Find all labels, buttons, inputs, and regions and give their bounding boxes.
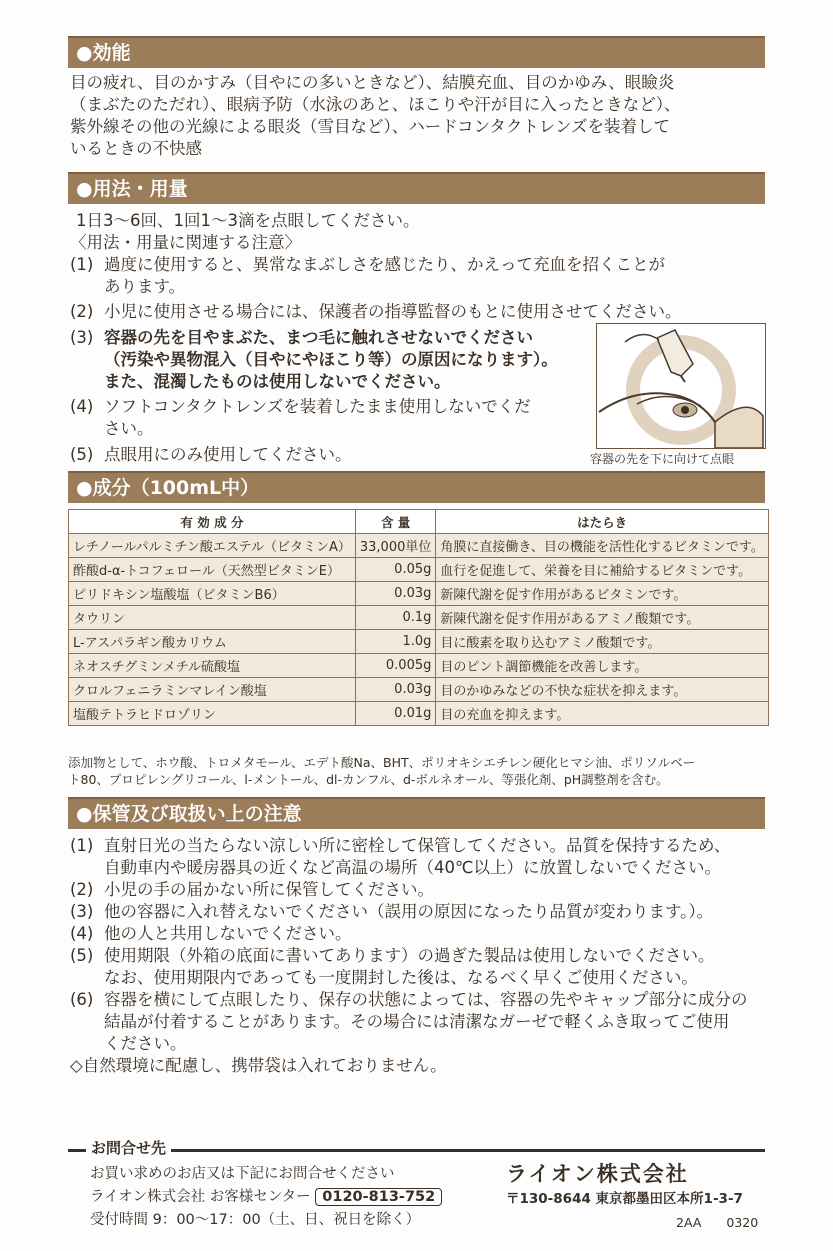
- company-address: 〒130-8644 東京都墨田区本所1-3-7: [506, 1191, 743, 1207]
- storage-heading: ●保管及び取扱い上の注意: [68, 797, 765, 829]
- efficacy-line: （まぶたのただれ）、眼病予防（水泳のあと、ほこりや汗が目に入ったときなど）、: [70, 95, 681, 114]
- item-text: 小児の手の届かない所に保管してください。: [104, 880, 434, 899]
- usage-subhead: 〈用法・用量に関連する注意〉: [70, 233, 301, 252]
- usage-item-4: [70, 396, 682, 418]
- environment-note: ◇自然環境に配慮し、携帯袋は入れておりません。: [70, 1056, 447, 1075]
- usage-text: [70, 210, 682, 466]
- ingredient-amount: 0.005g: [355, 654, 436, 678]
- additives-line: ト80、プロピレングリコール、l-メントール、dl-カンフル、d-ボルネオール、等張化剤、pH調整剤を含む。: [68, 772, 669, 787]
- item-text: 過度に使用すると、異常なまぶしさを感じたり、かえって充血を招くことが: [104, 255, 665, 274]
- usage-item-3: [70, 327, 682, 349]
- table-row: [69, 606, 769, 630]
- item-number: (5): [70, 946, 94, 965]
- table-header-row: [69, 510, 769, 534]
- ingredient-function: 新陳代謝を促す作用があるアミノ酸類です。: [436, 606, 768, 630]
- storage-item-6: [70, 989, 748, 1011]
- item-number: (4): [70, 924, 94, 943]
- additives-line: 添加物として、ホウ酸、トロメタモール、エデト酸Na、BHT、ポリオキシエチレン硬化ヒマシ油、ポリソルベー: [68, 755, 696, 770]
- item-number: (1): [70, 836, 94, 855]
- item-number: (2): [70, 880, 94, 899]
- storage-item-2: [70, 879, 748, 901]
- item-text: 使用期限（外箱の底面に書いてあります）の過ぎた製品は使用しないでください。: [104, 946, 715, 965]
- contact-title: お問合せ先: [86, 1137, 171, 1158]
- ingredients-heading: ●成分（100mL中）: [68, 471, 765, 503]
- product-code: 2AA 0320: [676, 1215, 759, 1230]
- item-number: (3): [70, 328, 94, 347]
- table-row: [69, 534, 769, 558]
- ingredient-amount: 0.01g: [355, 702, 436, 726]
- contact-divider: [68, 1149, 765, 1152]
- item-text: 他の人と共用しないでください。: [104, 924, 352, 943]
- eye-drop-icon: [597, 324, 765, 448]
- usage-item-1: [70, 254, 682, 276]
- usage-intro: 1日3～6回、1回1～3滴を点眼してください。: [76, 211, 420, 230]
- ingredient-name: クロルフェニラミンマレイン酸塩: [69, 678, 356, 702]
- usage-item-1-cont: あります。: [104, 277, 186, 296]
- item-text: 小児に使用させる場合には、保護者の指導監督のもとに使用させてください。: [104, 302, 682, 321]
- efficacy-line: 紫外線その他の光線による眼炎（雪目など）、ハードコンタクトレンズを装着して: [70, 117, 671, 136]
- table-row: [69, 558, 769, 582]
- item-number: (6): [70, 990, 94, 1009]
- ingredient-function: 角膜に直接働き、目の機能を活性化するビタミンです。: [436, 534, 768, 558]
- table-row: [69, 678, 769, 702]
- table-row: [69, 654, 769, 678]
- efficacy-line: 目の疲れ、目のかすみ（目やにの多いときなど）、結膜充血、目のかゆみ、眼瞼炎: [70, 73, 675, 92]
- efficacy-text: [70, 72, 681, 160]
- item-number: (3): [70, 902, 94, 921]
- item-text: 容器の先を目やまぶた、まつ毛に触れさせないでください: [104, 328, 533, 347]
- table-row: [69, 630, 769, 654]
- storage-item-4: [70, 923, 748, 945]
- figure-caption: 容器の先を下に向けて点眼: [590, 452, 735, 466]
- usage-item-4-cont: さい。: [104, 419, 154, 438]
- additives-note: [68, 754, 695, 788]
- ingredient-amount: 0.03g: [355, 678, 436, 702]
- ingredient-function: 新陳代謝を促す作用があるビタミンです。: [436, 582, 768, 606]
- ingredient-name: L-アスパラギン酸カリウム: [69, 630, 356, 654]
- storage-item-5: [70, 945, 748, 967]
- table-row: [69, 702, 769, 726]
- storage-item-6-cont: 結晶が付着することがあります。その場合には清潔なガーゼで軽くふき取ってご使用: [104, 1012, 730, 1031]
- item-text: 容器を横にして点眼したり、保存の状態によっては、容器の先やキャップ部分に成分の: [104, 990, 748, 1009]
- ingredient-function: 血行を促進して、栄養を目に補給するビタミンです。: [436, 558, 768, 582]
- storage-item-1-cont: 自動車内や暖房器具の近くなど高温の場所（40℃以上）に放置しないでください。: [104, 858, 722, 877]
- customer-center: ライオン株式会社 お客様センター: [90, 1189, 311, 1205]
- header-amount: 含 量: [355, 510, 436, 534]
- ingredient-function: 目の充血を抑えます。: [436, 702, 768, 726]
- table-row: [69, 582, 769, 606]
- ingredients-table: [68, 509, 769, 726]
- storage-item-3: [70, 901, 748, 923]
- storage-item-1: [70, 835, 748, 857]
- business-hours: 受付時間 9：00～17：00（土、日、祝日を除く）: [90, 1212, 421, 1228]
- usage-item-3-cont: また、混濁したものは使用しないでください。: [104, 372, 451, 391]
- storage-text: [70, 835, 748, 1077]
- item-number: (1): [70, 255, 94, 274]
- item-number: (4): [70, 397, 94, 416]
- usage-item-2: [70, 301, 682, 323]
- ingredient-name: ピリドキシン塩酸塩（ビタミンB6）: [69, 582, 356, 606]
- eye-drop-illustration: [596, 323, 766, 449]
- ingredient-amount: 0.1g: [355, 606, 436, 630]
- company-name: ライオン株式会社: [506, 1162, 689, 1186]
- item-number: (2): [70, 302, 94, 321]
- contact-center-line: [90, 1185, 442, 1206]
- ingredient-name: ネオスチグミンメチル硫酸塩: [69, 654, 356, 678]
- item-text: 点眼用にのみ使用してください。: [104, 445, 352, 464]
- item-text: 直射日光の当たらない涼しい所に密栓して保管してください。品質を保持するため、: [104, 836, 731, 855]
- ingredient-name: 塩酸テトラヒドロゾリン: [69, 702, 356, 726]
- item-text: 他の容器に入れ替えないでください（誤用の原因になったり品質が変わります。）。: [104, 902, 714, 921]
- ingredient-name: タウリン: [69, 606, 356, 630]
- ingredient-amount: 33,000単位: [355, 534, 436, 558]
- contact-instruction: お買い求めのお店又は下記にお問合せください: [90, 1166, 395, 1182]
- efficacy-line: いるときの不快感: [70, 139, 202, 158]
- usage-item-3-cont: （汚染や異物混入（目やにやほこり等）の原因になります）。: [104, 350, 558, 369]
- item-number: (5): [70, 445, 94, 464]
- ingredient-amount: 0.03g: [355, 582, 436, 606]
- ingredient-amount: 1.0g: [355, 630, 436, 654]
- ingredient-amount: 0.05g: [355, 558, 436, 582]
- header-function: はたらき: [436, 510, 768, 534]
- storage-item-5-cont: なお、使用期限内であっても一度開封した後は、なるべく早くご使用ください。: [104, 968, 698, 987]
- ingredient-name: 酢酸d-α-トコフェロール（天然型ビタミンE）: [69, 558, 356, 582]
- ingredient-function: 目に酸素を取り込むアミノ酸類です。: [436, 630, 768, 654]
- ingredient-function: 目のかゆみなどの不快な症状を抑えます。: [436, 678, 768, 702]
- usage-heading: ●用法・用量: [68, 172, 765, 204]
- ingredient-function: 目のピント調節機能を改善します。: [436, 654, 768, 678]
- efficacy-heading: ●効能: [68, 36, 765, 68]
- header-name: 有 効 成 分: [69, 510, 356, 534]
- storage-item-6-cont: ください。: [104, 1034, 187, 1053]
- item-text: ソフトコンタクトレンズを装着したまま使用しないでくだ: [104, 397, 531, 416]
- ingredient-name: レチノールパルミチン酸エステル（ビタミンA）: [69, 534, 356, 558]
- phone-number: 0120-813-752: [315, 1188, 442, 1206]
